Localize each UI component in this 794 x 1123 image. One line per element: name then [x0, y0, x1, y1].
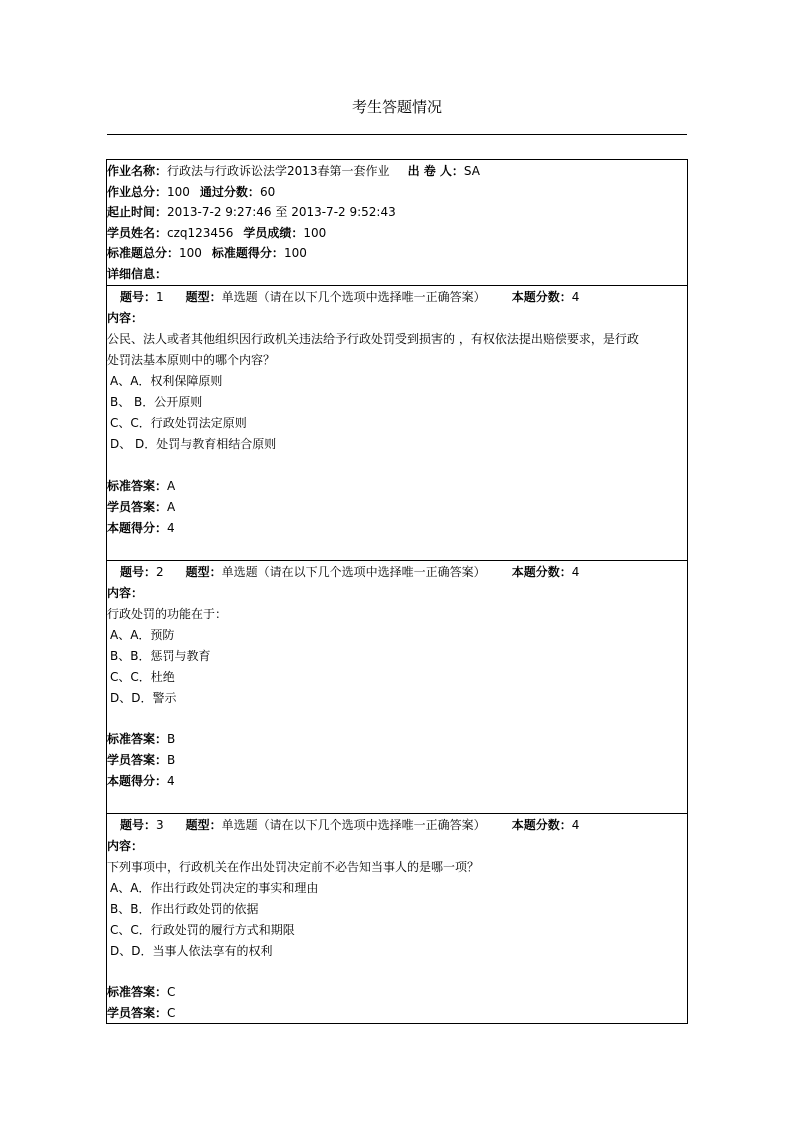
got-label: 本题得分： [107, 521, 168, 535]
qno-value: 1 [156, 290, 164, 304]
qscore-value: 4 [571, 565, 580, 579]
question-divider [106, 813, 688, 814]
standard-score-row [107, 243, 307, 263]
qscore-value: 4 [571, 818, 580, 832]
standard-answer [107, 729, 175, 749]
std-answer-value: C [167, 985, 176, 999]
score-value: 100 [303, 226, 327, 240]
qtype-value: 单选题（请在以下几个选项中选择唯一正确答案） [221, 290, 486, 304]
std-answer-value: B [167, 732, 176, 746]
std-answer-label: 标准答案： [107, 732, 168, 746]
option-d: D、D．警示 [110, 691, 177, 705]
assignment-label: 作业名称： [107, 164, 168, 178]
content-label: 内容： [107, 839, 144, 853]
assignment-row [107, 161, 480, 181]
question-header [120, 562, 579, 582]
option-b: B、B．作出行政处罚的依据 [110, 902, 259, 916]
pass-value: 60 [259, 185, 276, 199]
std-total-value: 100 [179, 246, 202, 260]
time-label: 起止时间： [107, 205, 168, 219]
total-row [107, 182, 275, 202]
std-total-label: 标准题总分： [107, 246, 180, 260]
assignment-value: 行政法与行政诉讼法学2013春第一套作业 [167, 164, 390, 178]
time-value: 2013-7-2 9:27:46 至 2013-7-2 9:52:43 [167, 205, 396, 219]
detail-label: 详细信息： [107, 267, 168, 281]
standard-answer [107, 476, 175, 496]
question-text: 行政处罚的功能在于： [107, 607, 228, 621]
got-label: 本题得分： [107, 774, 168, 788]
question-text: 下列事项中，行政机关在作出处罚决定前不必告知当事人的是哪一项？ [107, 860, 480, 874]
question-text: 处罚法基本原则中的哪个内容？ [107, 353, 276, 367]
question-score [107, 771, 175, 791]
option-a: A、A．预防 [110, 628, 175, 642]
qscore-label: 本题分数： [511, 818, 572, 832]
qscore-label: 本题分数： [511, 290, 572, 304]
question-header [120, 815, 579, 835]
title-underline [107, 134, 687, 135]
option-b: B、B．惩罚与教育 [110, 649, 211, 663]
question-score [107, 518, 175, 538]
score-label: 学员成绩： [243, 226, 304, 240]
stu-answer-value: A [167, 500, 176, 514]
qno-value: 3 [156, 818, 164, 832]
student-value: czq123456 [167, 226, 234, 240]
student-label: 学员姓名： [107, 226, 168, 240]
question-header [120, 287, 579, 307]
stu-answer-value: C [167, 1006, 176, 1020]
question-divider [106, 560, 688, 561]
option-a: A、A．作出行政处罚决定的事实和理由 [110, 881, 319, 895]
student-answer [107, 750, 175, 770]
qno-value: 2 [156, 565, 164, 579]
option-d: D、D．当事人依法享有的权利 [110, 944, 273, 958]
question-divider [106, 285, 688, 286]
student-answer [107, 1003, 175, 1023]
author-label: 出 卷 人： [407, 164, 464, 178]
content-label: 内容： [107, 586, 144, 600]
qno-label: 题号： [120, 290, 157, 304]
option-c: C、C．行政处罚法定原则 [110, 416, 247, 430]
pass-label: 通过分数： [199, 185, 260, 199]
got-value: 4 [167, 521, 175, 535]
question-text: 公民、法人或者其他组织因行政机关违法给予行政处罚受到损害的 ，有权依法提出赔偿要求，是行政 [107, 332, 639, 346]
author-value: SA [463, 164, 480, 178]
stu-answer-label: 学员答案： [107, 500, 168, 514]
content-label: 内容： [107, 311, 144, 325]
student-answer [107, 497, 175, 517]
page-title: 考生答题情况 [351, 98, 442, 116]
time-row [107, 202, 396, 222]
total-value: 100 [167, 185, 190, 199]
total-label: 作业总分： [107, 185, 168, 199]
std-got-value: 100 [283, 246, 307, 260]
stu-answer-label: 学员答案： [107, 1006, 168, 1020]
option-a: A、A．权利保障原则 [110, 374, 223, 388]
qno-label: 题号： [120, 565, 157, 579]
qtype-label: 题型： [185, 818, 222, 832]
option-d: D、 D．处罚与教育相结合原则 [110, 437, 277, 451]
qtype-value: 单选题（请在以下几个选项中选择唯一正确答案） [221, 818, 486, 832]
qno-label: 题号： [120, 818, 157, 832]
std-answer-label: 标准答案： [107, 479, 168, 493]
qscore-label: 本题分数： [511, 565, 572, 579]
option-b: B、 B．公开原则 [110, 395, 203, 409]
qscore-value: 4 [571, 290, 580, 304]
got-value: 4 [167, 774, 175, 788]
qtype-label: 题型： [185, 565, 222, 579]
qtype-label: 题型： [185, 290, 222, 304]
std-answer-value: A [167, 479, 176, 493]
stu-answer-value: B [167, 753, 176, 767]
option-c: C、C．杜绝 [110, 670, 175, 684]
student-row [107, 223, 326, 243]
stu-answer-label: 学员答案： [107, 753, 168, 767]
standard-answer [107, 982, 175, 1002]
std-answer-label: 标准答案： [107, 985, 168, 999]
qtype-value: 单选题（请在以下几个选项中选择唯一正确答案） [221, 565, 486, 579]
option-c: C、C．行政处罚的履行方式和期限 [110, 923, 295, 937]
std-got-label: 标准题得分： [211, 246, 284, 260]
